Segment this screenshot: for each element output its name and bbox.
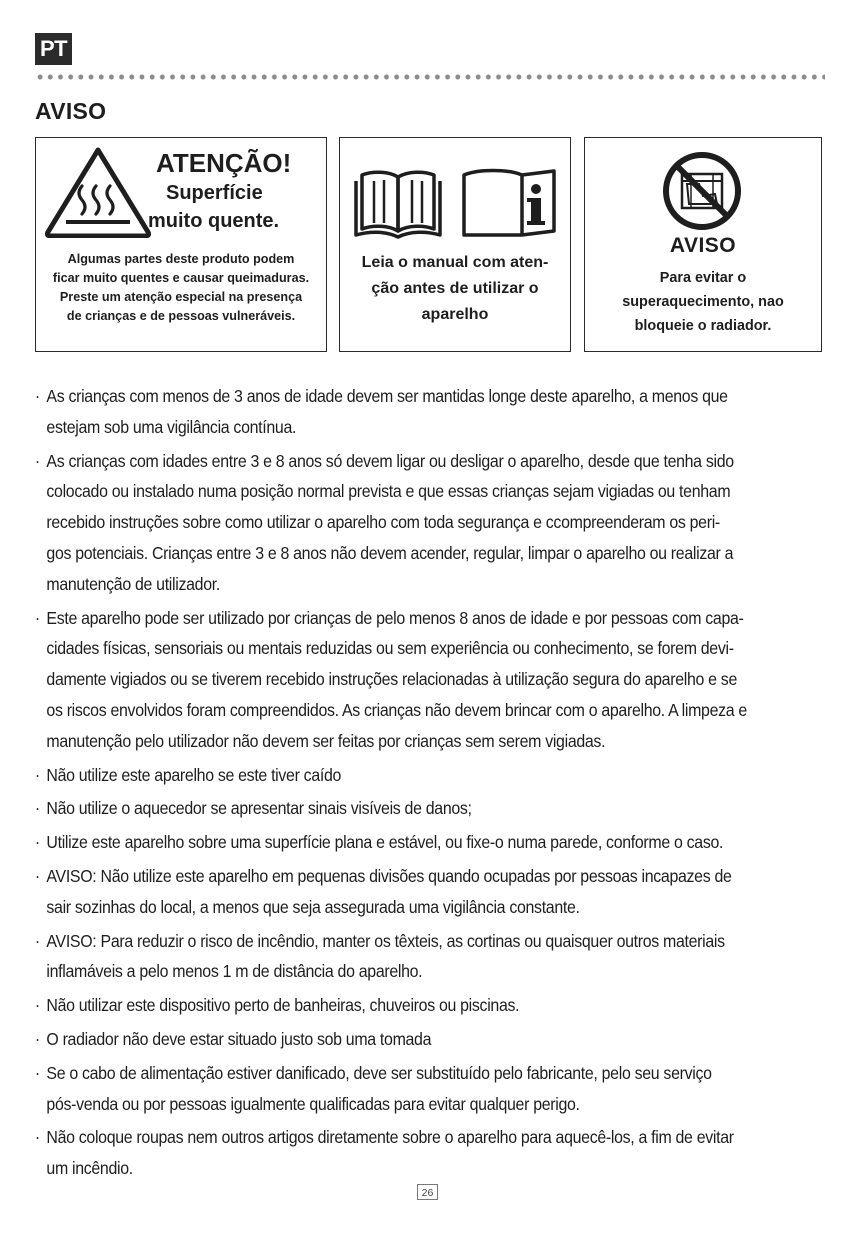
bullet-point: · [34, 798, 40, 819]
list-item [32, 446, 826, 600]
do-not-cover-box [584, 137, 822, 352]
list-item-text: Se o cabo de alimentação estiver danificado, deve ser substituído pelo fabricante, pelo seu serviço pós-venda ou por pessoas igualmente qualificadas para evitar qualquer perigo. [46, 1062, 712, 1114]
list-item [32, 1058, 826, 1120]
bullet-point: · [34, 832, 40, 853]
section-title: AVISO [35, 98, 107, 124]
list-item-text: Não utilize este aparelho se este tiver caído [46, 764, 342, 785]
hot-surface-heading: ATENÇÃO! [156, 148, 292, 178]
list-item-text: O radiador não deve estar situado justo sob uma tomada [46, 1028, 432, 1049]
list-item [32, 827, 826, 858]
bullet-point: · [34, 1028, 40, 1049]
bullet-point: · [34, 1062, 40, 1083]
bullet-point: · [34, 865, 40, 886]
list-item [32, 990, 826, 1021]
list-item [32, 793, 826, 824]
dotted-divider [35, 73, 825, 81]
list-item-text: AVISO: Não utilize este aparelho em pequenas divisões quando ocupadas por pessoas incapazes de sair sozinhas do local, a menos que seja assegurada uma vigilância constante. [46, 865, 732, 917]
list-item-text: Não coloque roupas nem outros artigos diretamente sobre o aparelho para aquecê-los, a fim de evitar um incêndio. [46, 1127, 734, 1179]
list-item-text: Este aparelho pode ser utilizado por crianças de pelo menos 8 anos de idade e por pessoas com capa- cidades físicas, sensoriais ou mentais reduzidas ou sem experiência ou conhecimento, se forem devi- damente vigiados ou se tiverem recebido instruções relacionadas à utilização segura do aparelho e se os riscos envolvidos foram compreendidos. As crianças não devem brincar com o aparelho. A limpeza e manutenção pelo utilizador não devem ser feitas por crianças sem serem vigiadas. [46, 607, 747, 751]
read-manual-box [339, 137, 571, 352]
bullet-point: · [34, 764, 40, 785]
bullet-point: · [34, 1127, 40, 1148]
do-not-cover-title: AVISO [669, 234, 737, 257]
list-item [32, 1024, 826, 1055]
list-item-text: Não utilize o aquecedor se apresentar sinais visíveis de danos; [46, 798, 472, 819]
list-item-text: AVISO: Para reduzir o risco de incêndio, manter os têxteis, as cortinas ou quaisquer outros materiais inflamáveis a pelo menos 1 m de distância do aparelho. [46, 930, 725, 982]
list-item [32, 1122, 826, 1184]
bullet-point: · [34, 995, 40, 1016]
bullet-point: · [34, 450, 40, 471]
bullet-point: · [34, 930, 40, 951]
open-book-icon [352, 165, 444, 239]
list-item-text: As crianças com idades entre 3 e 8 anos só devem ligar ou desligar o aparelho, desde que tenha sido colocado ou instalado numa posição normal prevista e que essas crianças sejam vigiadas ou tenham recebido instruções sobre como utilizar o aparelho com toda segurança e ccompreenderam os peri- gos potenciais. Crianças entre 3 e 8 anos não devem acender, regular, limpar o aparelho ou realizar a manutenção de utilizador. [46, 450, 734, 594]
hot-surface-warning-box [35, 137, 327, 352]
hot-surface-warning-icon [44, 146, 152, 238]
page-number: 26 [417, 1184, 438, 1200]
info-manual-icon [460, 165, 560, 239]
read-manual-text: Leia o manual com aten- ção antes de utilizar o aparelho [361, 254, 549, 323]
do-not-cover-icon [661, 150, 743, 232]
safety-instructions-list [32, 381, 826, 1187]
list-item [32, 926, 826, 988]
list-item-text: Não utilizar este dispositivo perto de banheiras, chuveiros ou piscinas. [46, 995, 520, 1016]
language-badge: PT [35, 33, 72, 65]
list-item [32, 861, 826, 923]
hot-surface-subheading-2: muito quente. [148, 210, 280, 232]
list-item-text: As crianças com menos de 3 anos de idade devem ser mantidas longe deste aparelho, a menos que estejam sob uma vigilância contínua. [46, 386, 728, 437]
bullet-point: · [34, 607, 40, 628]
hot-surface-subheading-1: Superfície [166, 182, 263, 204]
hot-surface-text: Algumas partes deste produto podem ficar muito quentes e causar queimaduras. Preste um atenção especial na presença de crianças e de pessoas vulneráveis. [52, 252, 310, 323]
list-item-text: Utilize este aparelho sobre uma superfície plana e estável, ou fixe-o numa parede, conforme o caso. [46, 832, 724, 853]
list-item [32, 760, 826, 791]
do-not-cover-text: Para evitar o superaquecimento, nao bloqueie o radiador. [622, 270, 784, 334]
bullet-point: · [34, 386, 40, 406]
list-item [32, 381, 826, 443]
list-item [32, 603, 826, 757]
